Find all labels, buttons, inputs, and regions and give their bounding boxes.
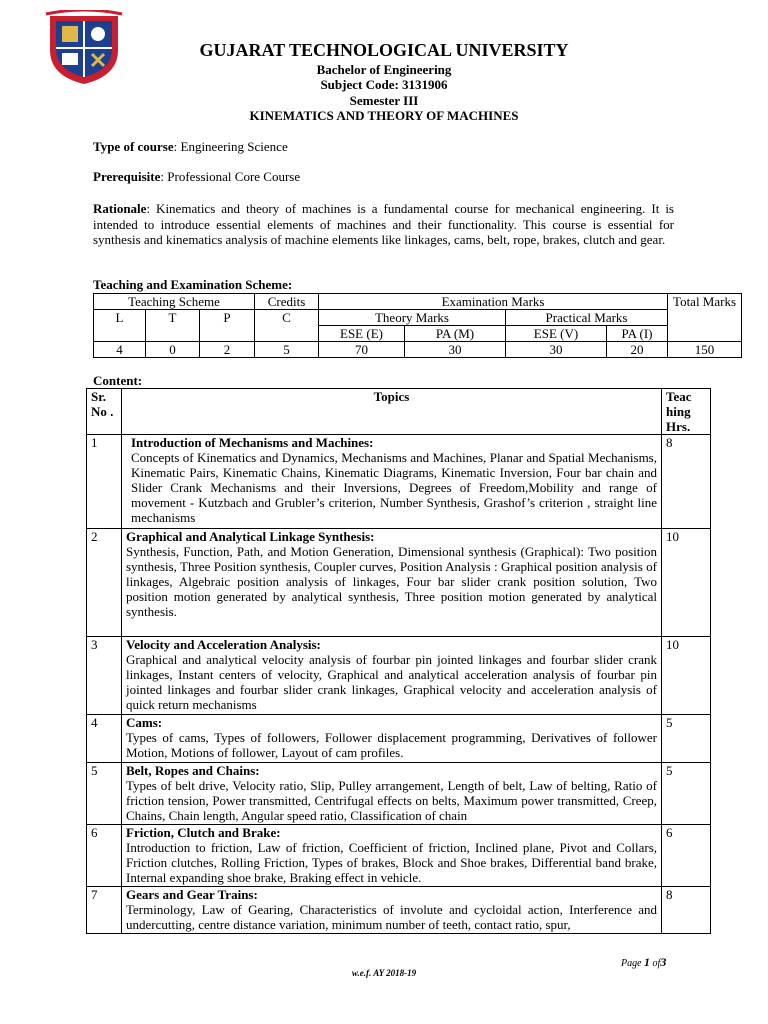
- scheme-heading: Teaching and Examination Scheme:: [93, 277, 293, 292]
- row-no: 7: [87, 887, 122, 934]
- row-topic: [122, 637, 662, 715]
- theory-marks-header: Theory Marks: [319, 310, 506, 326]
- pa-m-value: 30: [405, 342, 506, 358]
- wef-note: w.e.f. AY 2018-19: [351, 968, 417, 978]
- l-header: L: [94, 310, 146, 342]
- university-name: GUJARAT TECHNOLOGICAL UNIVERSITY: [199, 40, 569, 60]
- degree: Bachelor of Engineering: [316, 62, 452, 77]
- row-text: Types of cams, Types of followers, Follower displacement programming, Derivatives of follower Motion, Motions of follower, Layout of cam profiles.: [126, 730, 657, 760]
- col-sr-header: Sr. No .: [87, 389, 122, 435]
- row-topic: [122, 529, 662, 637]
- l-value: 4: [94, 342, 146, 358]
- t-header: T: [146, 310, 200, 342]
- row-title: Gears and Gear Trains:: [126, 887, 258, 902]
- row-hrs: 5: [662, 763, 711, 825]
- row-hrs: 5: [662, 715, 711, 763]
- t-value: 0: [146, 342, 200, 358]
- row-no: 1: [87, 435, 122, 529]
- row-text: Introduction to friction, Law of friction, Coefficient of friction, Inclined plane, Pivot and Collars, Friction clutches, Rolling Friction, Types of brakes, Block and Shoe brakes, Differential band brake, Internal expanding shoe brake, Braking effect in vehicle.: [126, 840, 657, 885]
- course-type: [93, 139, 674, 155]
- row-text: Types of belt drive, Velocity ratio, Slip, Pulley arrangement, Length of belt, Law of belting, Ratio of friction tension, Power transmitted, Centrifugal effects on belts, Maximum power transmitted, Creep, Chains, Chain length, Angular speed ratio, Classification of chain: [126, 778, 657, 823]
- row-text: Graphical and analytical velocity analysis of fourbar pin jointed linkages and fourbar slider crank linkages, Instant centers of velocity, Graphical and analytical acceleration analysis of fourbar pin jointed linkages and fourbar slider crank linkages, Graphical velocity and acceleration analysis of quick return mechanisms: [126, 652, 657, 712]
- total-value: 150: [668, 342, 742, 358]
- teaching-exam-scheme-table: [93, 293, 742, 358]
- pa-i-value: 20: [607, 342, 668, 358]
- pa-m-header: PA (M): [405, 326, 506, 342]
- prerequisite-label: Prerequisite: [93, 169, 161, 184]
- row-topic: [122, 435, 662, 529]
- row-topic: [122, 763, 662, 825]
- row-no: 4: [87, 715, 122, 763]
- ese-v-value: 30: [506, 342, 607, 358]
- subject-code: Subject Code: 3131906: [320, 77, 448, 92]
- row-title: Belt, Ropes and Chains:: [126, 763, 260, 778]
- course-type-value: : Engineering Science: [173, 139, 288, 154]
- row-text: Synthesis, Function, Path, and Motion Generation, Dimensional synthesis (Graphical): Two position synthesis, Three Position synthesis, Coupler curves, Position Analysis : Graphical position analysis of linkages, Algebraic position analysis of linkages, Four bar slider crank position solution, Two position motion generated by analytical synthesis, Three position motion generated by analytical synthesis.: [126, 544, 657, 619]
- col-hrs-header: Teac hing Hrs.: [662, 389, 711, 435]
- row-no: 2: [87, 529, 122, 637]
- prerequisite: [93, 169, 674, 185]
- row-topic: [122, 825, 662, 887]
- content-row: [87, 529, 711, 637]
- row-topic: [122, 715, 662, 763]
- row-hrs: 8: [662, 887, 711, 934]
- ese-e-header: ESE (E): [319, 326, 405, 342]
- row-no: 3: [87, 637, 122, 715]
- rationale: [93, 201, 674, 248]
- total-marks-header: Total Marks: [668, 294, 742, 342]
- c-header: C: [255, 310, 319, 342]
- row-title: Graphical and Analytical Linkage Synthesis:: [126, 529, 375, 544]
- rationale-text: : Kinematics and theory of machines is a fundamental course for mechanical engineering. It is intended to introduce essential elements of machines and their functionality. This course is essential for synthesis and kinematics analysis of machine elements like linkages, cams, belt, rope, brakes, clutch and gear.: [93, 201, 674, 247]
- content-row: [87, 637, 711, 715]
- c-value: 5: [255, 342, 319, 358]
- course-type-label: Type of course: [93, 139, 174, 154]
- row-text: Concepts of Kinematics and Dynamics, Mechanisms and Machines, Planar and Spatial Mechanisms, Kinematic Pairs, Kinematic Chains, Kinematic Diagrams, Kinematic Inversion, Four bar chain and Slider Crank Mechanisms and their Inversions, Degrees of Freedom,Mobility and range of movement - Kutzbach and Grubler’s criterion, Number Synthesis, Grashof’s criterion , straight line mechanisms: [131, 450, 657, 525]
- row-hrs: 10: [662, 637, 711, 715]
- row-title: Velocity and Acceleration Analysis:: [126, 637, 321, 652]
- row-no: 5: [87, 763, 122, 825]
- pa-i-header: PA (I): [607, 326, 668, 342]
- row-title: Cams:: [126, 715, 163, 730]
- row-title: Introduction of Mechanisms and Machines:: [131, 435, 374, 450]
- credits-header: Credits: [255, 294, 319, 310]
- content-table: [86, 388, 711, 934]
- p-header: P: [200, 310, 255, 342]
- col-topics-header: Topics: [122, 389, 662, 435]
- content-row: [87, 435, 711, 529]
- row-title: Friction, Clutch and Brake:: [126, 825, 281, 840]
- row-hrs: 8: [662, 435, 711, 529]
- ese-e-value: 70: [319, 342, 405, 358]
- content-row: [87, 715, 711, 763]
- row-topic: [122, 887, 662, 934]
- semester: Semester III: [349, 93, 419, 108]
- page-current: 1: [644, 955, 651, 969]
- practical-marks-header: Practical Marks: [506, 310, 668, 326]
- content-row: [87, 825, 711, 887]
- row-hrs: 6: [662, 825, 711, 887]
- exam-marks-header: Examination Marks: [319, 294, 668, 310]
- p-value: 2: [200, 342, 255, 358]
- course-title: KINEMATICS AND THEORY OF MACHINES: [249, 108, 519, 123]
- row-text: Terminology, Law of Gearing, Characteristics of involute and cycloidal action, Interference and undercutting, centre distance variation, minimum number of teeth, contact ratio, spur,: [126, 902, 657, 932]
- content-row: [87, 763, 711, 825]
- rationale-label: Rationale: [93, 201, 147, 216]
- of-word: of: [652, 958, 661, 969]
- prerequisite-value: : Professional Core Course: [160, 169, 301, 184]
- teaching-scheme-header: Teaching Scheme: [94, 294, 255, 310]
- content-heading: Content:: [93, 373, 143, 388]
- page-word: Page: [621, 958, 642, 969]
- content-row: [87, 887, 711, 934]
- row-no: 6: [87, 825, 122, 887]
- row-hrs: 10: [662, 529, 711, 637]
- page-total: 3: [660, 955, 667, 969]
- ese-v-header: ESE (V): [506, 326, 607, 342]
